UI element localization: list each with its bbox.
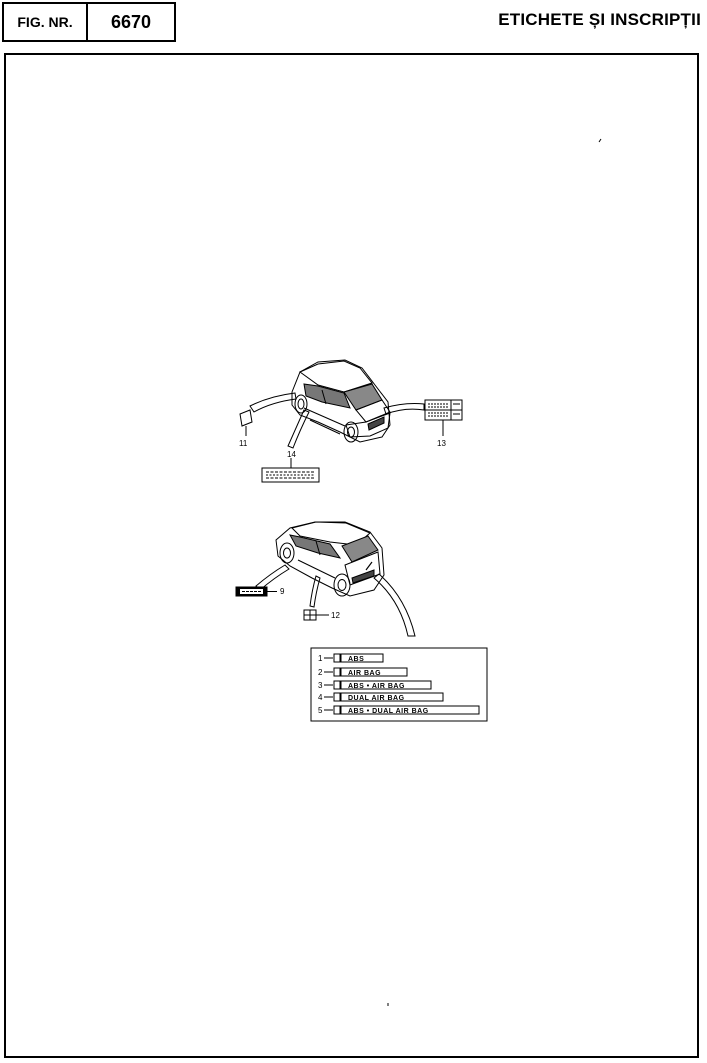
legend-number-2: 2: [318, 668, 323, 677]
legend-row-2: [318, 668, 407, 677]
legend-text-3: ABS • AIR BAG: [348, 683, 405, 690]
legend-rows: [318, 654, 479, 715]
leader-ribbon-13: [384, 404, 424, 415]
legend-number-1: 1: [318, 654, 323, 663]
callout-12: 12: [331, 611, 340, 620]
leader-ribbon-11: [250, 393, 296, 412]
legend-text-2: AIR BAG: [348, 670, 382, 677]
label-sheet-13: [425, 400, 462, 436]
legend-row-3: [318, 681, 431, 690]
figure-number: 6670: [110, 11, 152, 32]
legend-row-4: [318, 693, 443, 702]
legend-text-5: ABS • DUAL AIR BAG: [348, 708, 429, 715]
label-12: [304, 610, 329, 620]
figure-label: FIG. NR.: [4, 4, 88, 40]
page-title: ETICHETE ȘI INSCRIPȚII: [498, 10, 701, 29]
legend-number-4: 4: [318, 693, 323, 702]
leader-ribbon-legend: [374, 574, 415, 636]
legend-number-5: 5: [318, 706, 323, 715]
callout-9: 9: [280, 587, 285, 596]
leader-ribbon-14: [288, 410, 309, 448]
legend-text-4: DUAL AIR BAG: [348, 695, 405, 702]
scan-mark: [599, 139, 601, 142]
car-rear-view: [276, 522, 384, 596]
legend-row-5: [318, 706, 479, 715]
legend-text-1: ABS: [348, 656, 365, 663]
leader-ribbon-12: [310, 576, 320, 607]
callout-13: 13: [437, 439, 446, 448]
car-front-view: [292, 360, 390, 442]
callout-11: 11: [239, 439, 248, 448]
decal-11: [240, 410, 252, 426]
callout-14: 14: [287, 450, 296, 459]
label-14: [262, 458, 319, 482]
legend-row-1: [318, 654, 383, 663]
badge-9: [236, 587, 277, 596]
legend-number-3: 3: [318, 681, 323, 690]
